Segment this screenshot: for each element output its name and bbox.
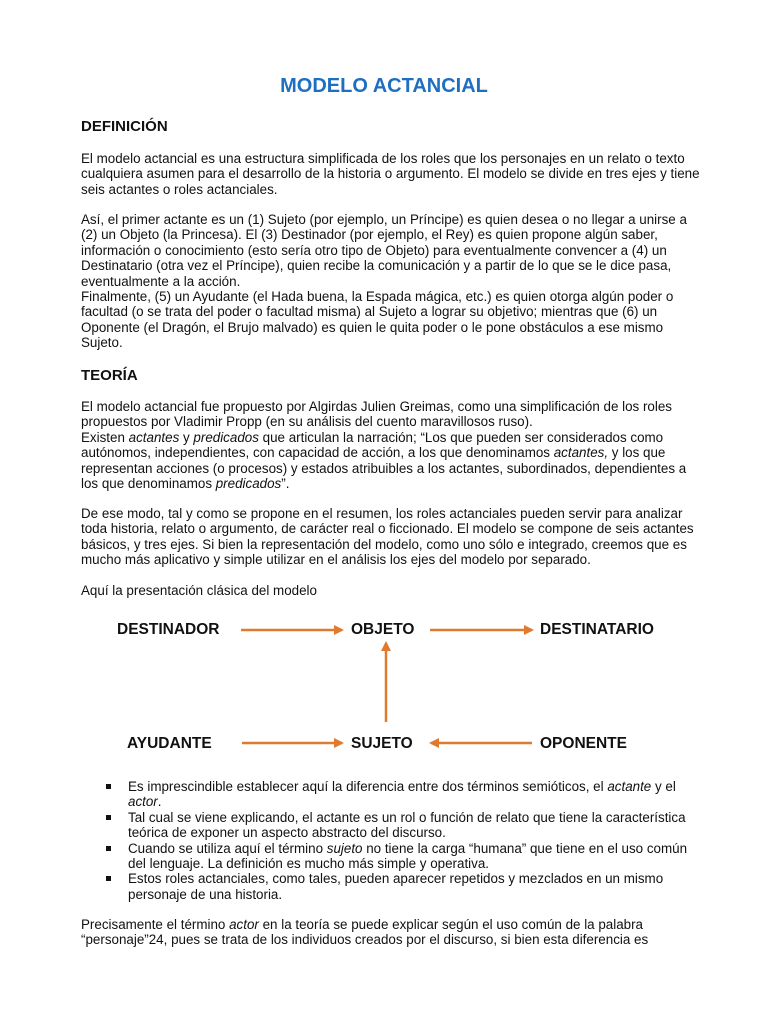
paragraph-definicion-3: Finalmente, (5) un Ayudante (el Hada buena, la Espada mágica, etc.) es quien otorga algún poder o facultad (o se trata del poder o facultad misma) al Sujeto a lograr su objetivo; mientras que (6) un Oponente (el Dragón, el Brujo malvado) es quien le quita poder o le pone obstáculos a ese mismo Sujeto.	[81, 289, 674, 351]
paragraph-closing: Precisamente el término actor en la teoría se puede explicar según el uso común de la palabra “personaje”24, pues se trata de los individuos creados por el discurso, si bien esta diferencia es	[81, 917, 649, 948]
page-title: MODELO ACTANCIAL	[280, 75, 488, 97]
node-objeto: OBJETO	[351, 621, 415, 638]
node-ayudante: AYUDANTE	[127, 735, 212, 752]
node-destinador: DESTINADOR	[117, 621, 220, 638]
paragraph-definicion-2: Así, el primer actante es un (1) Sujeto (por ejemplo, un Príncipe) es quien desea o no llegar a unirse a (2) un Objeto (la Princesa). El (3) Destinador (por ejemplo, el Rey) es quien propone algún saber, información o conocimiento (esto sería otro tipo de Objeto) para eventualmente convencer a (4) un Destinatario (otra vez el Príncipe), quien recibe la comunicación y a partir de lo que se le dice pasa, eventualmente a la acción.	[81, 212, 687, 289]
node-oponente: OPONENTE	[540, 735, 627, 752]
section-heading-definicion: DEFINICIÓN	[81, 118, 168, 135]
paragraph-teoria-2: Existen actantes y predicados que articulan la narración; “Los que pueden ser considerados como autónomos, independientes, con capacidad de acción, a los que denominamos actantes, y los que representan acciones (o procesos) y estados atribuibles a los actantes, subordinados, dependientes a los que denominamos predicados”.	[81, 430, 687, 492]
node-destinatario: DESTINATARIO	[540, 621, 654, 638]
list-item: Es imprescindible establecer aquí la diferencia entre dos términos semióticos, el actante y el actor.	[106, 779, 706, 810]
list-item: Estos roles actanciales, como tales, pueden aparecer repetidos y mezclados en un mismo personaje de una historia.	[106, 871, 706, 902]
node-sujeto: SUJETO	[351, 735, 413, 752]
paragraph-definicion-1: El modelo actancial es una estructura simplificada de los roles que los personajes en un relato o texto cualquiera asumen para el desarrollo de la historia o argumento. El modelo se divide en tres ejes y tiene seis actantes o roles actanciales.	[81, 151, 700, 197]
actantial-model-diagram	[0, 608, 768, 768]
paragraph-teoria-3: De ese modo, tal y como se propone en el resumen, los roles actanciales pueden servir para analizar toda historia, relato o argumento, de carácter real o ficcionado. El modelo se compone de seis actantes básicos, y tres ejes. Si bien la representación del modelo, como uno sólo e integrado, creemos que es mucho más aplicativo y simple utilizar en el análisis los ejes del modelo por separado.	[81, 506, 694, 568]
list-item: Tal cual se viene explicando, el actante es un rol o función de relato que tiene la característica teórica de exponer un aspecto abstracto del discurso.	[106, 810, 706, 841]
paragraph-teoria-1: El modelo actancial fue propuesto por Algirdas Julien Greimas, como una simplificación de los roles propuestos por Vladimir Propp (en su análisis del cuento maravillosos ruso).	[81, 399, 672, 430]
section-heading-teoria: TEORÍA	[81, 367, 138, 384]
list-item: Cuando se utiliza aquí el término sujeto no tiene la carga “humana” que tiene en el uso común del lenguaje. La definición es mucho más simple y operativa.	[106, 841, 706, 872]
paragraph-teoria-4: Aquí la presentación clásica del modelo	[81, 583, 317, 598]
bullet-list	[106, 779, 706, 902]
